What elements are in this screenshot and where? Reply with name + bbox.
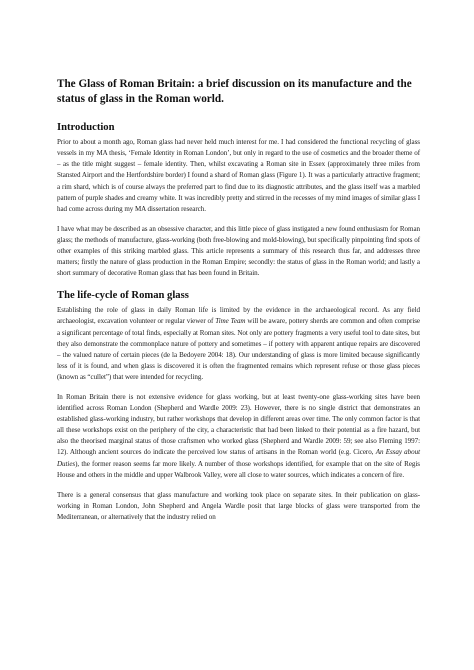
paragraph: Establishing the role of glass in daily Roman life is limited by the evidence in the archaeological record. As any field archaeologist, excavation volunteer or regular viewer of Time Team will be aware, pottery sherds are common and often comprise a significant percentage of total finds, especially at Roman sites. Not only are pottery fragments a very useful tool to date sites, but they also demonstrate the commonplace nature of pottery and sometimes – if pottery with apparent antique repairs are discovered – the valued nature of certain pieces (de la Bedoyere 2004: 18). Our understanding of glass is more limited because significantly less of it is found, and when glass is discovered it is often the fragmented remains which represent refuse or those glass pieces (known as “cullet”) that were intended for recycling. (57, 306, 421, 381)
paragraph: There is a general consensus that glass manufacture and working took place on separate sites. In their publication on glass-working in Roman London, John Shepherd and Angela Wardle posit that large blocks of glass were transported from the Mediterranean, or alternatively that the industry relied on (57, 490, 420, 521)
italic-work-title: Time Team (215, 317, 246, 326)
paragraph: I have what may be described as an obsessive character, and this little piece of glass instigated a new found enthusiasm for Roman glass; the methods of manufacture, glass-working (both free-blowing and mold-blowing), but specifically pinpointing find spots of other examples of this striking marbled glass. This article represents a summary of this research thus far, and addresses three matters; firstly the nature of glass production in the Roman Empire; secondly: the status of glass in the Roman world; and lastly a short summary of decorative Roman glass that has been found in Britain. (57, 224, 420, 278)
document-title: The Glass of Roman Britain: a brief discussion on its manufacture and the status of glass in the Roman world. (57, 78, 412, 105)
section-heading: Introduction (57, 122, 115, 134)
section-introduction (57, 121, 420, 279)
italic-work-title: An Essay about Duties (57, 448, 420, 468)
paragraph: In Roman Britain there is not extensive evidence for glass working, but at least twenty-one glass-working sites have been identified across Roman London (Shepherd and Wardle 2009: 23). However, there is no single district that demonstrates an established glass-working industry, but rather workshops that develop in different areas over time. The only common factor is that all these workshops exist on the periphery of the city, a characteristic that had been linked to their potential as a fire hazard, but also the theorised marginal status of those craftsmen who worked glass (Shepherd and Wardle 2009: 59; see also Fleming 1997: 12). Although ancient sources do indicate the perceived low status of artisans in the Roman world (e.g. Cicero, An Essay about Duties), the former reason seems far more likely. A number of those workshops identified, for example that on the site of Regis House and others in the middle and upper Walbrook Valley, were all close to water sources, which indicates a concern of fire. (57, 392, 420, 479)
section-life-cycle (57, 289, 420, 523)
section-heading: The life-cycle of Roman glass (57, 290, 189, 302)
paragraph: Prior to about a month ago, Roman glass had never held much interest for me. I had considered the functional recycling of glass vessels in my MA thesis, ‘Female Identity in Roman London’, but only in regard to the use of cosmetics and the broader theme of – as the title might suggest – female identity. Then, whilst excavating a Roman site in Essex (approximately three miles from Stansted Airport and the Hertfordshire border) I found a shard of Roman glass (Figure 1). It was a particularly attractive fragment; a rim shard, which is of course always the preferred part to find due to its diagnostic attributes, and the glass itself was a marbled pattern of purple shades and creamy white. It was incredibly pretty and stirred in the recesses of my mind images of similar glass I had come across during my MA dissertation research. (57, 138, 420, 213)
document-page (57, 77, 420, 532)
